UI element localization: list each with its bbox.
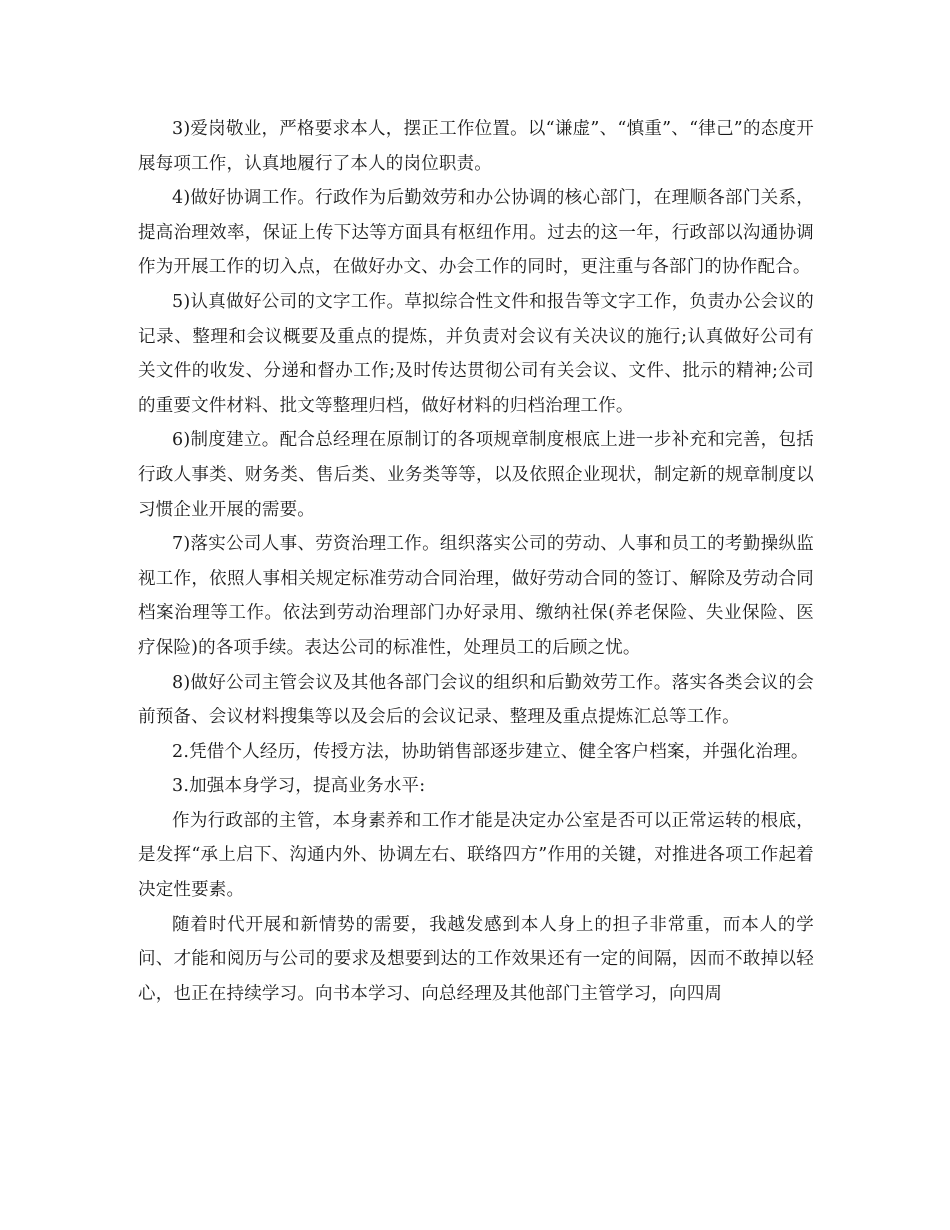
paragraph-5-writing-work: 5)认真做好公司的文字工作。草拟综合性文件和报告等文字工作，负责办公会议的记录、整理和会议概要及重点的提炼，并负责对会议有关决议的施行;认真做好公司有关文件的收发、分递和督办工作;及时传达贯彻公司有关会议、文件、批示的精神;公司的重要文件材料、批文等整理归档，做好材料的归档治理工作。 <box>138 291 814 416</box>
paragraph-supervisor-role: 作为行政部的主管，本身素养和工作才能是决定办公室是否可以正常运转的根底，是发挥“承上启下、沟通内外、协调左右、联络四方”作用的关键，对推进各项工作起着决定性要素。 <box>138 810 814 901</box>
document-body <box>138 112 814 1011</box>
paragraph-2-customer-files: 2.凭借个人经历，传授方法，协助销售部逐步建立、健全客户档案，并强化治理。 <box>172 741 809 762</box>
paragraph-continuous-learning: 随着时代开展和新情势的需要，我越发感到本人身上的担子非常重，而本人的学问、才能和阅历与公司的要求及想要到达的工作效果还有一定的间隔，因而不敢掉以轻心，也正在持续学习。向书本学习、向总经理及其他部门主管学习，向四周 <box>138 914 814 1004</box>
paragraph-6-regulations: 6)制度建立。配合总经理在原制订的各项规章制度根底上进一步补充和完善，包括行政人事类、财务类、售后类、业务类等等，以及依照企业现状，制定新的规章制度以习惯企业开展的需要。 <box>138 430 814 520</box>
paragraph-3-self-study-heading: 3.加强本身学习，提高业务水平: <box>172 776 426 797</box>
paragraph-8-meetings: 8)做好公司主管会议及其他各部门会议的组织和后勤效劳工作。落实各类会议的会前预备、会议材料搜集等以及会后的会议记录、整理及重点提炼汇总等工作。 <box>138 672 814 728</box>
paragraph-7-personnel: 7)落实公司人事、劳资治理工作。组织落实公司的劳动、人事和员工的考勤操纵监视工作，依照人事相关规定标准劳动合同治理，做好劳动合同的签订、解除及劳动合同档案治理等工作。依法到劳动治理部门办好录用、缴纳社保(养老保险、失业保险、医疗保险)的各项手续。表达公司的标准性，处理员工的后顾之忧。 <box>138 534 814 658</box>
paragraph-4-coordination: 4)做好协调工作。行政作为后勤效劳和办公协调的核心部门，在理顺各部门关系，提高治理效率，保证上传下达等方面具有枢纽作用。过去的这一年，行政部以沟通协调作为开展工作的切入点，在做好办文、办会工作的同时，更注重与各部门的协作配合。 <box>138 188 814 278</box>
paragraph-3-dedication: 3)爱岗敬业，严格要求本人，摆正工作位置。以“谦虚”、“慎重”、“律己”的态度开展每项工作，认真地履行了本人的岗位职责。 <box>138 119 814 174</box>
